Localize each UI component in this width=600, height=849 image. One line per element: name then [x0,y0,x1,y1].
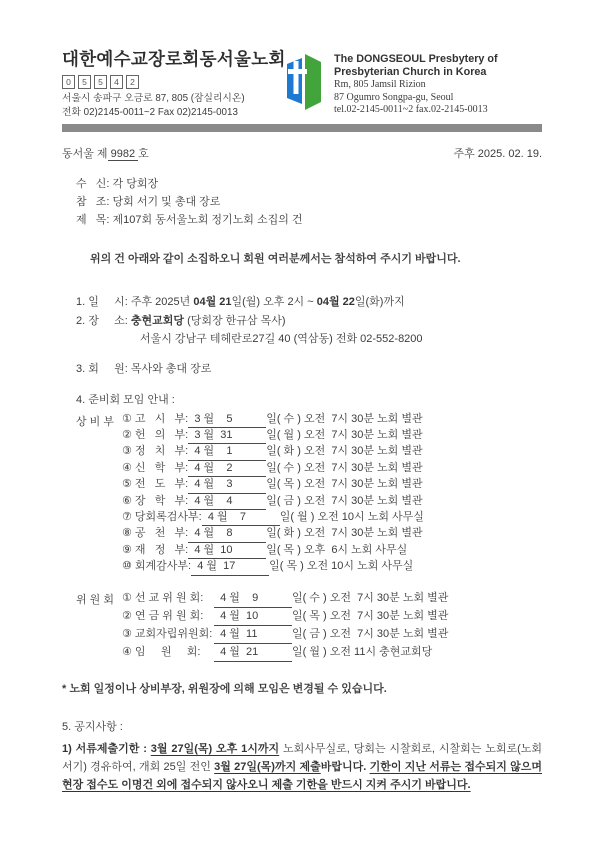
row-date-blank: 4 월 10 [188,543,266,559]
prep-meeting-row [122,494,424,510]
address-english-line2: 87 Ogumro Songpa-gu, Seoul [334,91,454,103]
prep-meeting-row [122,608,448,626]
notice-heading: 5. 공지사항 : [62,721,123,734]
row-date-blank: 4 월 17 [191,559,269,575]
prep-meeting-row [122,412,424,428]
postal-code-boxes [62,75,282,89]
cc-value: 당회 서기 및 총대 장로 [109,196,221,208]
open-door-cross-logo-icon [286,54,326,115]
intro-sentence: 위의 건 아래와 같이 소집하오니 회원 여러분께서는 참석하여 주시기 바랍니다. [90,253,461,265]
row-date-blank: 4 월 4 [188,494,266,510]
row-dept-label: ② 헌 의 부: [122,428,189,441]
item-date-time [76,293,542,312]
divider-bar [62,124,542,132]
row-date-blank: 4 월 10 [214,608,292,626]
row-time-place: 일( 목 ) 오후 6시 노회 사무실 [266,543,408,556]
row-dept-label: ⑦ 당회록검사부: [122,510,202,523]
meeting-info-list [76,293,542,410]
text-segment: 일(월) 오후 2시 ~ [231,296,317,308]
row-dept-label: ② 연 금 위 원 회: [122,609,204,622]
row-time-place: 일( 목 ) 오전 10시 노회 사무실 [269,560,414,573]
prep-meeting-row [122,626,448,644]
postal-digit-box: 0 [62,75,75,89]
phone-fax-english: tel.02-2145-0011~2 fax.02-2145-0013 [334,104,488,115]
item-place-address: 서울시 강남구 테헤란로27길 40 (역삼동) 전화 02-552-8200 [140,333,423,345]
letterhead-english-block [334,46,542,117]
recipient-block [76,175,542,229]
text-segment: 서류제출기한 : [75,743,151,756]
postal-digit-box: 5 [78,75,91,89]
subject-value: 제107회 동서울노회 정기노회 소집의 건 [109,214,303,226]
text-segment: 04월 21 [193,296,232,308]
item-members: 3. 회 원: 목사와 총대 장로 [76,362,212,375]
prep-meeting-row [122,644,448,662]
row-dept-label: ③ 정 치 부: [122,445,189,458]
row-time-place: 일( 목 ) 오전 7시 30분 노회 별관 [292,609,449,622]
text-segment: 9982 [107,148,139,160]
row-time-place: 일( 금 ) 오전 7시 30분 노회 별관 [292,627,449,640]
subject-label: 제 목: [76,214,110,226]
text-segment: 충현교회당 [130,314,185,327]
row-dept-label: ① 고 시 부: [122,412,189,425]
standing-depts-group [76,412,542,576]
row-time-place: 일( 수 ) 오전 7시 30분 노회 별관 [266,461,423,474]
row-date-blank: 4 월 21 [214,644,292,662]
recipient-line [76,175,542,193]
prep-meeting-row [122,590,448,608]
row-time-place: 일( 월 ) 오전 7시 30분 노회 별관 [266,428,423,441]
subject-line [76,211,542,229]
row-dept-label: ⑩ 회계감사부: [122,560,192,573]
prep-meeting-row [122,461,424,477]
text-segment: 2. 장 소: [76,314,131,327]
prep-meeting-row [122,559,424,575]
row-date-blank: 4 월 2 [188,461,266,477]
prep-meeting-row [122,526,424,542]
notice-paragraph [62,740,542,794]
cc-line [76,193,542,211]
committees-label: 위 원 회 [76,593,114,606]
postal-digit-box: 2 [126,75,139,89]
address-english-line1: Rm, 805 Jamsil Rizion [334,79,426,90]
document-number [62,145,149,161]
text-segment: 1) [62,743,76,756]
text-segment: 3월 27일(목) 오후 1시까지 [150,743,280,756]
recipient-label: 수 신: [76,178,110,190]
committees-group [76,590,542,663]
row-date-blank: 3 월 5 [188,412,266,428]
row-time-place: 일( 수 ) 오전 7시 30분 노회 별관 [266,412,423,425]
schedule-change-note: * 노회 일정이나 상비부장, 위원장에 의해 모임은 변경될 수 있습니다. [62,683,387,696]
standing-depts-rows [122,412,424,576]
letterhead [62,46,542,119]
letterhead-korean-block [62,46,286,119]
address-korean: 서울시 송파구 오금로 87, 805 (잠실리시온) [62,93,245,104]
prep-meeting-row [122,510,424,526]
row-dept-label: ⑤ 전 도 부: [122,478,189,491]
row-dept-label: ⑧ 공 천 부: [122,527,189,540]
prep-meeting-row [122,444,424,460]
row-date-blank: 4 월 8 [188,526,266,542]
row-dept-label: ⑥ 장 학 부: [122,494,189,507]
row-dept-label: ③ 교회자립위원회: [122,627,213,640]
document-date: 주후 2025. 02. 19. [453,148,542,160]
prep-meeting-row [122,428,424,444]
text-segment: 3월 27일(목)까지 제출 [214,761,321,774]
text-segment: 노회사무실로, 당회는 시찰회로, 시찰회는 노회로(노회 서기) 경유하여, 개회 25일 전인 [62,743,543,774]
row-dept-label: ⑨ 재 정 부: [122,543,189,556]
cc-label: 참 조: [76,196,110,208]
row-dept-label: ④ 신 학 부: [122,461,189,474]
row-date-blank: 4 월 7 [202,510,280,526]
row-time-place: 일( 화 ) 오전 7시 30분 노회 별관 [266,445,423,458]
text-segment: 04월 22 [316,296,355,308]
text-segment: 기한이 지난 서류는 접수되지 않으며 현장 접수도 이명건 외에 접수되지 않사오니 제출 기한을 반드시 지켜 주시기 바랍니다. [62,761,542,792]
postal-digit-box: 5 [94,75,107,89]
row-time-place: 일( 월 ) 오전 10시 노회 사무실 [279,510,424,523]
row-time-place: 일( 화 ) 오전 7시 30분 노회 별관 [266,527,423,540]
row-time-place: 일( 월 ) 오전 11시 충현교회당 [292,646,433,659]
standing-depts-label: 상 비 부 [76,415,114,428]
row-time-place: 일( 수 ) 오전 7시 30분 노회 별관 [292,591,449,604]
postal-digit-box: 4 [110,75,123,89]
prep-meeting-row [122,543,424,559]
document-meta-line [62,145,542,161]
row-date-blank: 3 월 31 [188,428,266,444]
item-place [76,312,542,331]
org-name-english-line2: Presbyterian Church in Korea [334,66,487,78]
row-date-blank: 4 월 1 [188,444,266,460]
prep-meeting-row [122,477,424,493]
row-date-blank: 4 월 3 [188,477,266,493]
row-time-place: 일( 금 ) 오전 7시 30분 노회 별관 [266,494,423,507]
text-segment: 동서울 제 [62,148,108,160]
item-prep-heading: 4. 준비회 모임 안내 : [76,394,175,406]
text-segment: 일(화)까지 [354,296,405,308]
org-name-korean: 대한예수교장로회동서울노회 [62,49,286,69]
row-date-blank: 4 월 9 [214,590,292,608]
row-dept-label: ④ 임 원 회: [122,646,201,659]
row-time-place: 일( 목 ) 오전 7시 30분 노회 별관 [266,478,423,491]
row-dept-label: ① 선 교 위 원 회: [122,591,204,604]
text-segment: 1. 일 시: 주후 2025년 [76,296,194,308]
text-segment: 바랍니다. [320,761,370,774]
committees-rows [122,590,448,663]
text-segment: 호 [138,148,149,160]
phone-fax-korean: 전화 02)2145-0011~2 Fax 02)2145-0013 [62,106,238,118]
org-name-english-line1: The DONGSEOUL Presbytery of [334,53,498,65]
recipient-value: 각 당회장 [109,178,159,190]
row-date-blank: 4 월 11 [214,626,292,644]
text-segment: (당회장 한규삼 목사) [184,314,286,327]
